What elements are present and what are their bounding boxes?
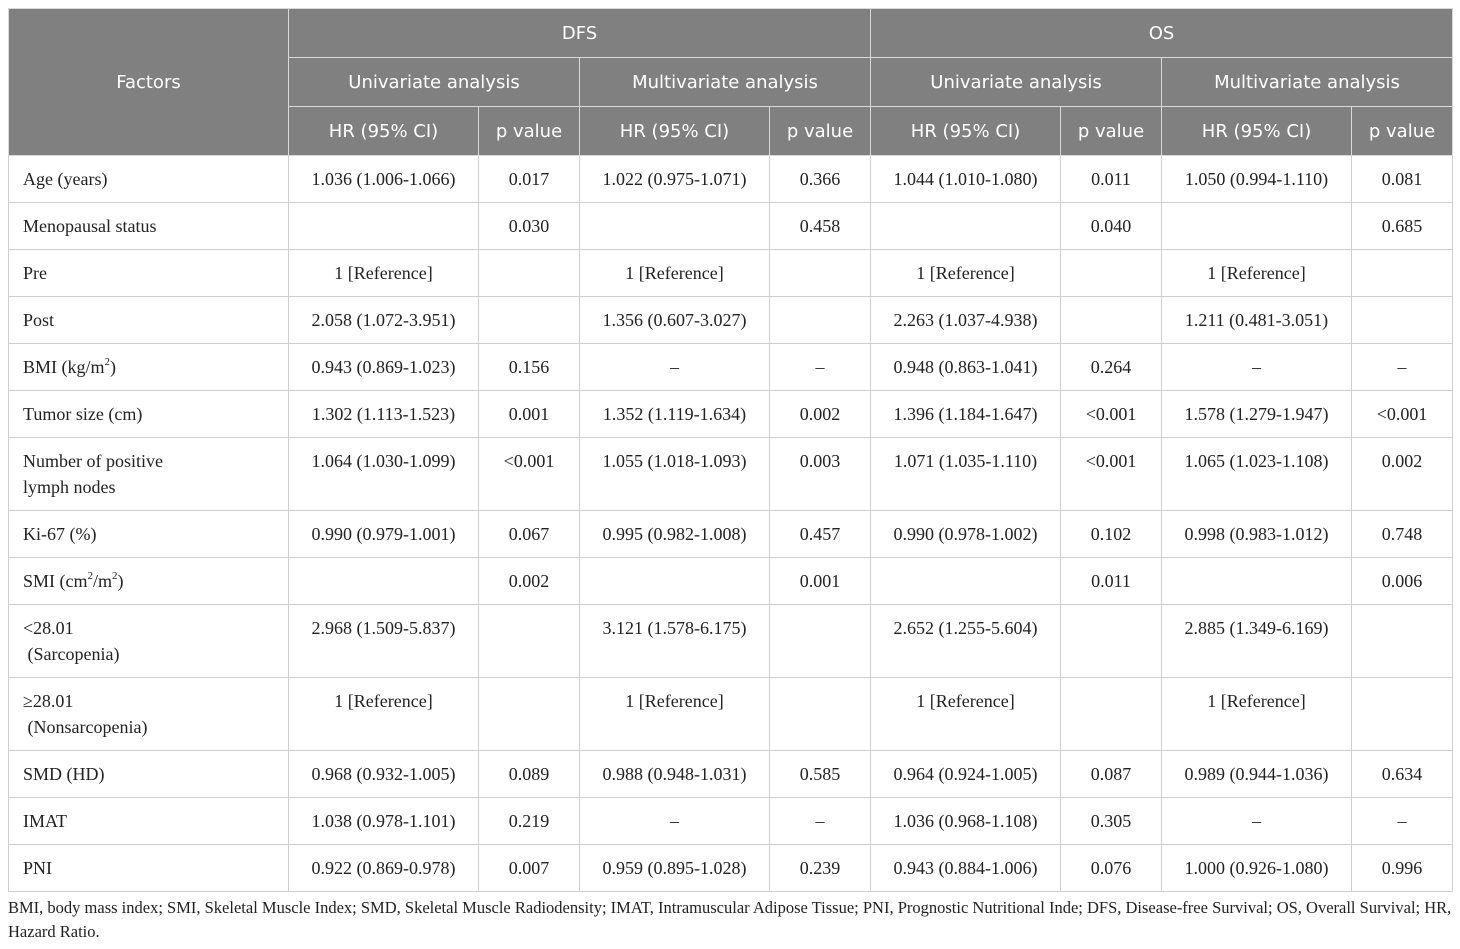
header-dfs: DFS xyxy=(289,9,871,58)
hr-cell: – xyxy=(580,798,770,845)
factor-label-mid: /m xyxy=(93,571,113,591)
p-value-cell xyxy=(1352,250,1453,297)
table-row xyxy=(9,438,1453,511)
p-value-cell: 0.011 xyxy=(1061,558,1162,605)
p-value-cell xyxy=(1061,250,1162,297)
hr-cell xyxy=(289,203,479,250)
factor-label: BMI (kg/m xyxy=(23,357,105,377)
table-row xyxy=(9,156,1453,203)
hr-cell: 1.352 (1.119-1.634) xyxy=(580,391,770,438)
p-value-cell: <0.001 xyxy=(1061,391,1162,438)
p-value-cell: 0.067 xyxy=(479,511,580,558)
factor-label-suffix: ) xyxy=(117,571,124,591)
factor-label: SMD (HD) xyxy=(23,764,105,784)
hr-cell: 2.652 (1.255-5.604) xyxy=(871,605,1061,678)
factor-label: <28.01 xyxy=(23,618,74,638)
p-value-cell: 0.030 xyxy=(479,203,580,250)
table-row xyxy=(9,344,1453,391)
p-value-cell: – xyxy=(770,798,871,845)
factor-label: Post xyxy=(23,310,55,330)
hr-cell xyxy=(871,558,1061,605)
hr-cell: 0.943 (0.884-1.006) xyxy=(871,845,1061,892)
hr-cell: 1.356 (0.607-3.027) xyxy=(580,297,770,344)
factor-superscript: 2 xyxy=(104,356,111,368)
header-p: p value xyxy=(770,107,871,156)
header-p: p value xyxy=(1352,107,1453,156)
cox-regression-table xyxy=(8,8,1453,892)
hr-cell: 0.998 (0.983-1.012) xyxy=(1162,511,1352,558)
p-value-cell: – xyxy=(1352,344,1453,391)
p-value-cell: 0.002 xyxy=(479,558,580,605)
p-value-cell xyxy=(770,250,871,297)
hr-cell: 1.055 (1.018-1.093) xyxy=(580,438,770,511)
p-value-cell: 0.017 xyxy=(479,156,580,203)
p-value-cell: 0.006 xyxy=(1352,558,1453,605)
hr-cell: 2.968 (1.509-5.837) xyxy=(289,605,479,678)
factor-label: Ki-67 (%) xyxy=(23,524,97,544)
p-value-cell: – xyxy=(1352,798,1453,845)
factor-label: Number of positive xyxy=(23,451,163,471)
factor-cell xyxy=(9,438,289,511)
p-value-cell xyxy=(1352,297,1453,344)
p-value-cell: 0.996 xyxy=(1352,845,1453,892)
table-row xyxy=(9,605,1453,678)
hr-cell: 1 [Reference] xyxy=(871,678,1061,751)
hr-cell: 1.036 (1.006-1.066) xyxy=(289,156,479,203)
hr-cell: 0.948 (0.863-1.041) xyxy=(871,344,1061,391)
hr-cell: 1.578 (1.279-1.947) xyxy=(1162,391,1352,438)
p-value-cell: 0.001 xyxy=(770,558,871,605)
factor-cell xyxy=(9,511,289,558)
table-row xyxy=(9,845,1453,892)
factor-superscript: 2 xyxy=(112,570,118,582)
hr-cell: 1 [Reference] xyxy=(871,250,1061,297)
header-p: p value xyxy=(479,107,580,156)
header-hr: HR (95% CI) xyxy=(1162,107,1352,156)
hr-cell: 1.000 (0.926-1.080) xyxy=(1162,845,1352,892)
p-value-cell xyxy=(479,297,580,344)
hr-cell: 0.988 (0.948-1.031) xyxy=(580,751,770,798)
p-value-cell: 0.219 xyxy=(479,798,580,845)
factor-label: IMAT xyxy=(23,811,67,831)
p-value-cell: 0.007 xyxy=(479,845,580,892)
p-value-cell: <0.001 xyxy=(1061,438,1162,511)
p-value-cell xyxy=(1352,605,1453,678)
table-body xyxy=(9,156,1453,892)
factor-cell xyxy=(9,558,289,605)
hr-cell: 1.050 (0.994-1.110) xyxy=(1162,156,1352,203)
hr-cell: 1.022 (0.975-1.071) xyxy=(580,156,770,203)
p-value-cell: 0.040 xyxy=(1061,203,1162,250)
factor-cell xyxy=(9,297,289,344)
factor-superscript: 2 xyxy=(87,570,93,582)
p-value-cell: 0.366 xyxy=(770,156,871,203)
hr-cell: 0.990 (0.979-1.001) xyxy=(289,511,479,558)
p-value-cell: <0.001 xyxy=(479,438,580,511)
hr-cell: 1 [Reference] xyxy=(580,250,770,297)
p-value-cell xyxy=(479,605,580,678)
factor-cell xyxy=(9,391,289,438)
table-row xyxy=(9,250,1453,297)
header-dfs-univariate: Univariate analysis xyxy=(289,58,580,107)
hr-cell: – xyxy=(1162,344,1352,391)
factor-label: ≥28.01 xyxy=(23,691,74,711)
p-value-cell xyxy=(770,297,871,344)
p-value-cell xyxy=(1061,605,1162,678)
cox-regression-table-container xyxy=(8,8,1452,892)
factor-label-suffix: ) xyxy=(110,357,117,377)
p-value-cell xyxy=(770,678,871,751)
hr-cell xyxy=(1162,558,1352,605)
hr-cell: 3.121 (1.578-6.175) xyxy=(580,605,770,678)
p-value-cell xyxy=(1061,678,1162,751)
p-value-cell: 0.003 xyxy=(770,438,871,511)
hr-cell: 0.990 (0.978-1.002) xyxy=(871,511,1061,558)
factor-label: Menopausal status xyxy=(23,216,157,236)
header-hr: HR (95% CI) xyxy=(871,107,1061,156)
hr-cell: – xyxy=(580,344,770,391)
factor-label: Pre xyxy=(23,263,47,283)
header-p: p value xyxy=(1061,107,1162,156)
p-value-cell: 0.102 xyxy=(1061,511,1162,558)
factor-cell xyxy=(9,156,289,203)
hr-cell: 1.396 (1.184-1.647) xyxy=(871,391,1061,438)
factor-cell xyxy=(9,605,289,678)
header-os: OS xyxy=(871,9,1453,58)
factor-cell xyxy=(9,203,289,250)
factor-cell xyxy=(9,678,289,751)
factor-label-line2: (Nonsarcopenia) xyxy=(23,717,148,737)
hr-cell: 1 [Reference] xyxy=(1162,250,1352,297)
hr-cell: 0.922 (0.869-0.978) xyxy=(289,845,479,892)
hr-cell xyxy=(580,203,770,250)
p-value-cell: 0.001 xyxy=(479,391,580,438)
table-row xyxy=(9,798,1453,845)
factor-cell xyxy=(9,845,289,892)
p-value-cell: 0.585 xyxy=(770,751,871,798)
factor-label-line2: lymph nodes xyxy=(23,477,116,497)
p-value-cell xyxy=(479,678,580,751)
header-factors: Factors xyxy=(9,9,289,156)
p-value-cell: 0.748 xyxy=(1352,511,1453,558)
hr-cell: 0.995 (0.982-1.008) xyxy=(580,511,770,558)
hr-cell: 1.302 (1.113-1.523) xyxy=(289,391,479,438)
header-hr: HR (95% CI) xyxy=(289,107,479,156)
p-value-cell: 0.011 xyxy=(1061,156,1162,203)
factor-cell xyxy=(9,798,289,845)
hr-cell: 2.058 (1.072-3.951) xyxy=(289,297,479,344)
header-os-univariate: Univariate analysis xyxy=(871,58,1162,107)
hr-cell: 1.036 (0.968-1.108) xyxy=(871,798,1061,845)
p-value-cell: 0.076 xyxy=(1061,845,1162,892)
p-value-cell xyxy=(479,250,580,297)
factor-cell xyxy=(9,250,289,297)
hr-cell: – xyxy=(1162,798,1352,845)
hr-cell: 0.989 (0.944-1.036) xyxy=(1162,751,1352,798)
table-row xyxy=(9,558,1453,605)
table-row xyxy=(9,678,1453,751)
hr-cell: 0.943 (0.869-1.023) xyxy=(289,344,479,391)
hr-cell: 2.263 (1.037-4.938) xyxy=(871,297,1061,344)
hr-cell: 1.038 (0.978-1.101) xyxy=(289,798,479,845)
factor-label: Age (years) xyxy=(23,169,108,189)
p-value-cell xyxy=(1352,678,1453,751)
hr-cell: 1.065 (1.023-1.108) xyxy=(1162,438,1352,511)
hr-cell: 1 [Reference] xyxy=(580,678,770,751)
hr-cell: 2.885 (1.349-6.169) xyxy=(1162,605,1352,678)
p-value-cell xyxy=(770,605,871,678)
table-row xyxy=(9,297,1453,344)
table-row xyxy=(9,511,1453,558)
factor-label: SMI (cm xyxy=(23,571,88,591)
hr-cell: 0.959 (0.895-1.028) xyxy=(580,845,770,892)
hr-cell xyxy=(289,558,479,605)
table-row xyxy=(9,751,1453,798)
factor-label-line2: (Sarcopenia) xyxy=(23,644,120,664)
hr-cell: 1.044 (1.010-1.080) xyxy=(871,156,1061,203)
factor-cell xyxy=(9,751,289,798)
factor-label: PNI xyxy=(23,858,53,878)
p-value-cell xyxy=(1061,297,1162,344)
p-value-cell: 0.087 xyxy=(1061,751,1162,798)
hr-cell xyxy=(580,558,770,605)
hr-cell: 1 [Reference] xyxy=(1162,678,1352,751)
hr-cell: 1.211 (0.481-3.051) xyxy=(1162,297,1352,344)
hr-cell: 0.968 (0.932-1.005) xyxy=(289,751,479,798)
p-value-cell: 0.305 xyxy=(1061,798,1162,845)
table-row xyxy=(9,391,1453,438)
header-hr: HR (95% CI) xyxy=(580,107,770,156)
p-value-cell: <0.001 xyxy=(1352,391,1453,438)
factor-cell xyxy=(9,344,289,391)
p-value-cell: – xyxy=(770,344,871,391)
hr-cell xyxy=(871,203,1061,250)
hr-cell: 1.071 (1.035-1.110) xyxy=(871,438,1061,511)
hr-cell xyxy=(1162,203,1352,250)
p-value-cell: 0.089 xyxy=(479,751,580,798)
table-header xyxy=(9,9,1453,156)
p-value-cell: 0.002 xyxy=(1352,438,1453,511)
p-value-cell: 0.458 xyxy=(770,203,871,250)
hr-cell: 1 [Reference] xyxy=(289,678,479,751)
hr-cell: 1.064 (1.030-1.099) xyxy=(289,438,479,511)
p-value-cell: 0.685 xyxy=(1352,203,1453,250)
table-footnote: BMI, body mass index; SMI, Skeletal Muscle Index; SMD, Skeletal Muscle Radiodensity; IMAT, Intramuscular Adipose Tissue; PNI, Prognostic Nutritional Inde; DFS, Disease-free Survival; OS, Overall Survival; HR, Hazard Ratio. xyxy=(8,898,1452,941)
p-value-cell: 0.634 xyxy=(1352,751,1453,798)
p-value-cell: 0.239 xyxy=(770,845,871,892)
hr-cell: 1 [Reference] xyxy=(289,250,479,297)
header-os-multivariate: Multivariate analysis xyxy=(1162,58,1453,107)
p-value-cell: 0.156 xyxy=(479,344,580,391)
p-value-cell: 0.081 xyxy=(1352,156,1453,203)
hr-cell: 0.964 (0.924-1.005) xyxy=(871,751,1061,798)
p-value-cell: 0.457 xyxy=(770,511,871,558)
p-value-cell: 0.002 xyxy=(770,391,871,438)
header-dfs-multivariate: Multivariate analysis xyxy=(580,58,871,107)
factor-label: Tumor size (cm) xyxy=(23,404,143,424)
table-row xyxy=(9,203,1453,250)
p-value-cell: 0.264 xyxy=(1061,344,1162,391)
